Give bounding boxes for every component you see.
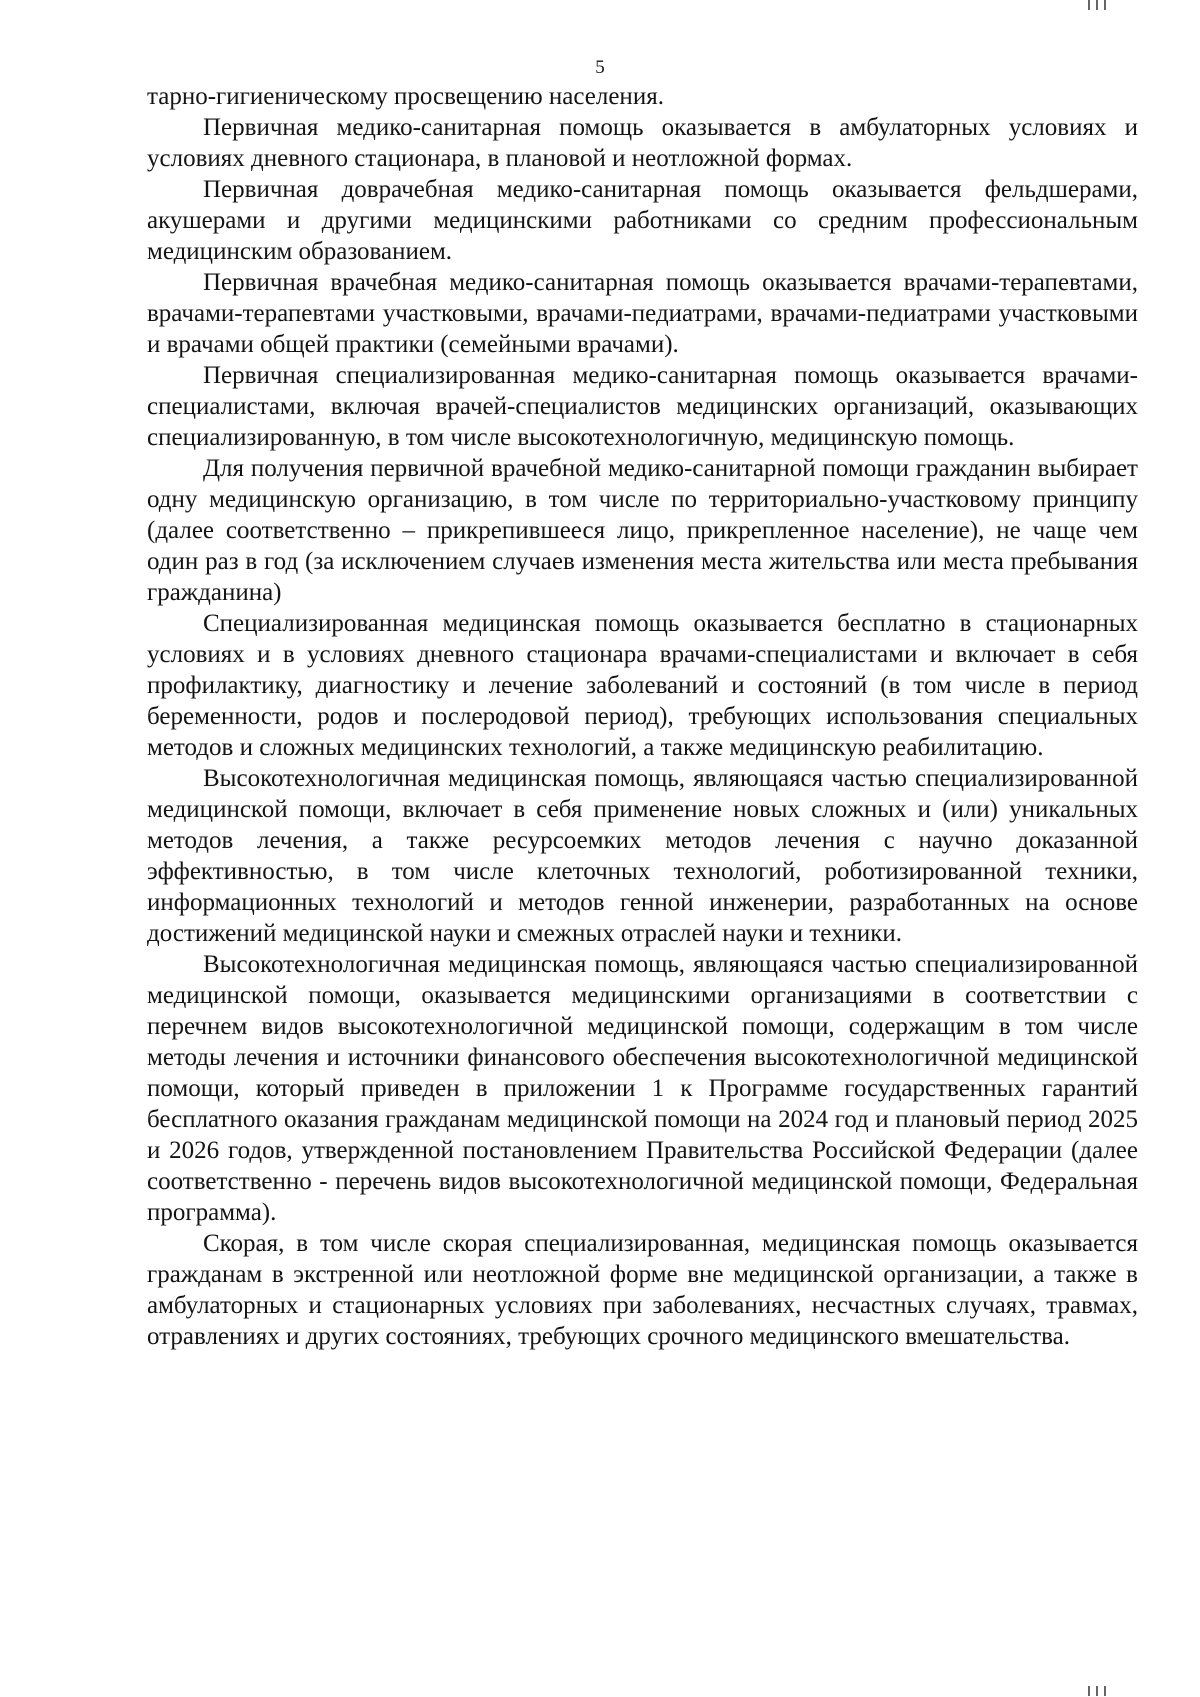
paragraph-high-tech-care-list: Высокотехнологичная медицинская помощь, являющаяся частью специализированной медицинской помощи, оказывается медицинскими организациями в соответствии с перечнем видов высокотехнологичной медицинской помощи, содержащим в том числе методы лечения и источники финансового обеспечения высокотехнологичной медицинской помощи, который приведен в приложении 1 к Программе государственных гарантий бесплатного оказания гражданам медицинской помощи на 2024 год и плановый период 2025 и 2026 годов, утвержденной постановлением Правительства Российской Федерации (далее соответственно - перечень видов высокотехнологичной медицинской помощи, Федеральная программа). <box>147 951 1138 1226</box>
scan-edge-mark <box>1084 0 1124 10</box>
paragraph-continuation: тарно-гигиеническому просвещению населения. <box>147 83 664 110</box>
paragraph-pre-medical-care: Первичная доврачебная медико-санитарная помощь оказывается фельдшерами, акушерами и другими медицинскими работниками со средним профессиональным медицинским образованием. <box>147 176 1138 265</box>
paragraph-physician-care: Первичная врачебная медико-санитарная помощь оказывается врачами-терапевтами, врачами-терапевтами участковыми, врачами-педиатрами, врачами-педиатрами участковыми и врачами общей практики (семейными врачами). <box>147 269 1138 358</box>
paragraph-high-tech-care-definition: Высокотехнологичная медицинская помощь, являющаяся частью специализированной медицинской помощи, включает в себя применение новых сложных и (или) уникальных методов лечения, а также ресурсоемких методов лечения с научно доказанной эффективностью, в том числе клеточных технологий, роботизированной техники, информационных технологий и методов генной инженерии, разработанных на основе достижений медицинской науки и смежных отраслей науки и техники. <box>147 765 1138 947</box>
paragraph-specialized-care: Специализированная медицинская помощь оказывается бесплатно в стационарных условиях и в условиях дневного стационара врачами-специалистами и включает в себя профилактику, диагностику и лечение заболеваний и состояний (в том числе в период беременности, родов и послеродовой период), требующих использования специальных методов и сложных медицинских технологий, а также медицинскую реабилитацию. <box>147 610 1138 761</box>
paragraph-emergency-care: Скорая, в том числе скорая специализированная, медицинская помощь оказывается гражданам в экстренной или неотложной форме вне медицинской организации, а также в амбулаторных и стационарных условиях при заболеваниях, несчастных случаях, травмах, отравлениях и других состояниях, требующих срочного медицинского вмешательства. <box>147 1230 1138 1350</box>
paragraph-primary-care-forms: Первичная медико-санитарная помощь оказывается в амбулаторных условиях и условиях дневного стационара, в плановой и неотложной формах. <box>147 114 1138 172</box>
page-number: 5 <box>595 57 605 78</box>
paragraph-specialized-primary-care: Первичная специализированная медико-санитарная помощь оказывается врачами-специалистами, включая врачей-специалистов медицинских организаций, оказывающих специализированную, в том числе высокотехнологичную, медицинскую помощь. <box>147 362 1138 451</box>
paragraph-organization-choice: Для получения первичной врачебной медико-санитарной помощи гражданин выбирает одну медицинскую организацию, в том числе по территориально-участковому принципу (далее соответственно – прикрепившееся лицо, прикрепленное население), не чаще чем один раз в год (за исключением случаев изменения места жительства или места пребывания гражданина) <box>147 455 1138 606</box>
scan-edge-mark <box>1084 1686 1124 1696</box>
body-text <box>147 81 1138 1352</box>
